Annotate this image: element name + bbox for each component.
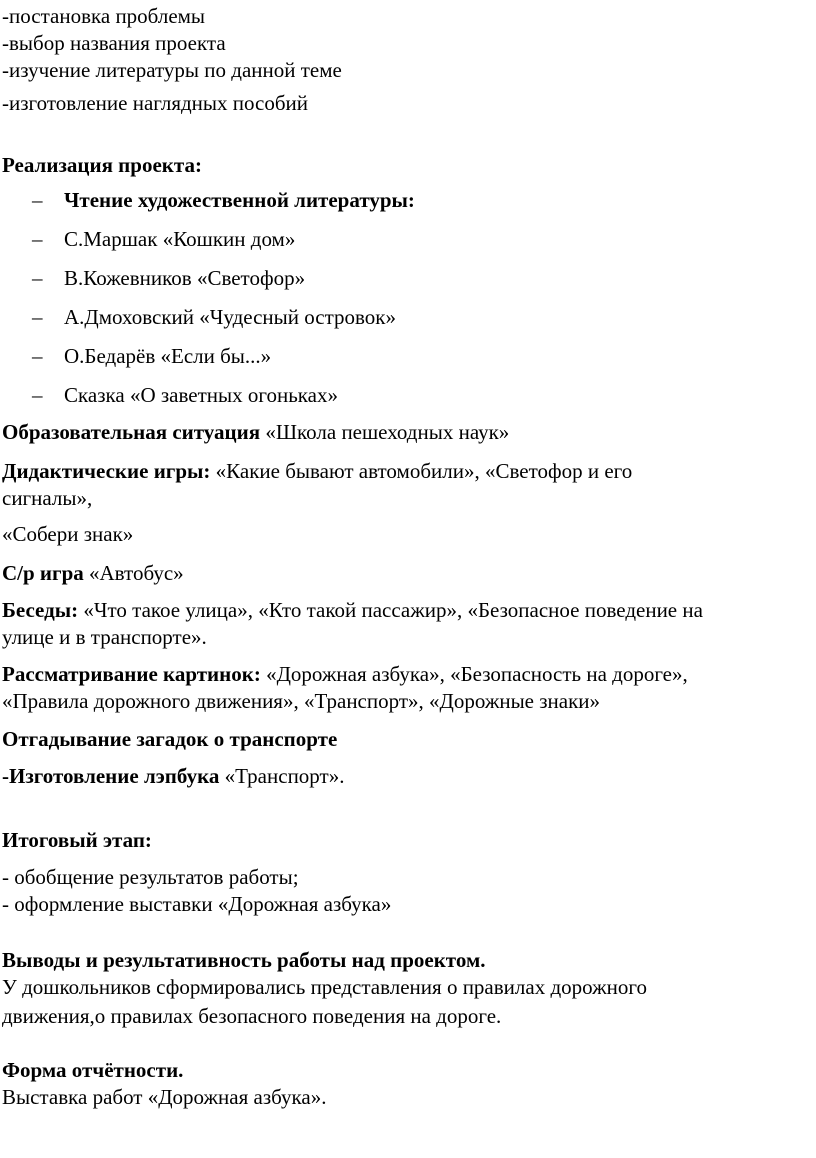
dash-bullet: – [32,383,43,407]
didactic-text-cont: сигналы», [2,486,93,510]
prep-item: -изучение литературы по данной теме [2,58,342,82]
final-stage-item: - оформление выставки «Дорожная азбука» [2,892,392,916]
reading-heading: Чтение художественной литературы: [64,188,415,212]
role-game-line [2,561,184,585]
prep-item: -выбор названия проекта [2,31,226,55]
pictures-line [2,662,688,686]
talks-line [2,598,703,622]
pictures-text: «Дорожная азбука», «Безопасность на дороге», [260,662,688,686]
talks-text-cont: улице и в транспорте». [2,625,207,649]
book-item: С.Маршак «Кошкин дом» [64,227,296,251]
report-heading: Форма отчётности. [2,1058,184,1082]
dash-bullet: – [32,266,43,290]
conclusions-text: У дошкольников сформировались представления о правилах дорожного [2,975,647,999]
prep-item: -постановка проблемы [2,4,206,28]
didactic-text: «Какие бывают автомобили», «Светофор и его [210,459,633,483]
role-game-label: С/р игра [2,561,84,585]
book-item: Сказка «О заветных огоньках» [64,383,338,407]
book-item: О.Бедарёв «Если бы...» [64,344,272,368]
final-stage-item: - обобщение результатов работы; [2,865,299,889]
didactic-line [2,459,632,483]
dash-bullet: – [32,344,43,368]
prep-item: -изготовление наглядных пособий [2,91,308,115]
report-text: Выставка работ «Дорожная азбука». [2,1085,327,1109]
dash-bullet: – [32,305,43,329]
lapbook-line [2,764,344,788]
pictures-text-cont: «Правила дорожного движения», «Транспорт», «Дорожные знаки» [2,689,601,713]
didactic-label: Дидактические игры: [2,459,211,483]
edu-situation-line [2,420,509,444]
book-item: В.Кожевников «Светофор» [64,266,306,290]
final-stage-heading: Итоговый этап: [2,828,152,852]
dash-bullet: – [32,188,43,212]
didactic-text-cont: «Собери знак» [2,522,134,546]
lapbook-label: -Изготовление лэпбука [2,764,220,788]
lapbook-text: «Транспорт». [219,764,345,788]
talks-text: «Что такое улица», «Кто такой пассажир», «Безопасное поведение на [78,598,703,622]
book-item: А.Дмоховский «Чудесный островок» [64,305,397,329]
edu-situation-label: Образовательная ситуация [2,420,261,444]
riddles-heading: Отгадывание загадок о транспорте [2,727,338,751]
role-game-text: «Автобус» [83,561,184,585]
conclusions-heading: Выводы и результативность работы над проектом. [2,948,486,972]
realization-heading: Реализация проекта: [2,153,202,177]
pictures-label: Рассматривание картинок: [2,662,261,686]
edu-situation-text: «Школа пешеходных наук» [260,420,510,444]
conclusions-text: движения,о правилах безопасного поведения на дороге. [2,1004,502,1028]
talks-label: Беседы: [2,598,79,622]
dash-bullet: – [32,227,43,251]
